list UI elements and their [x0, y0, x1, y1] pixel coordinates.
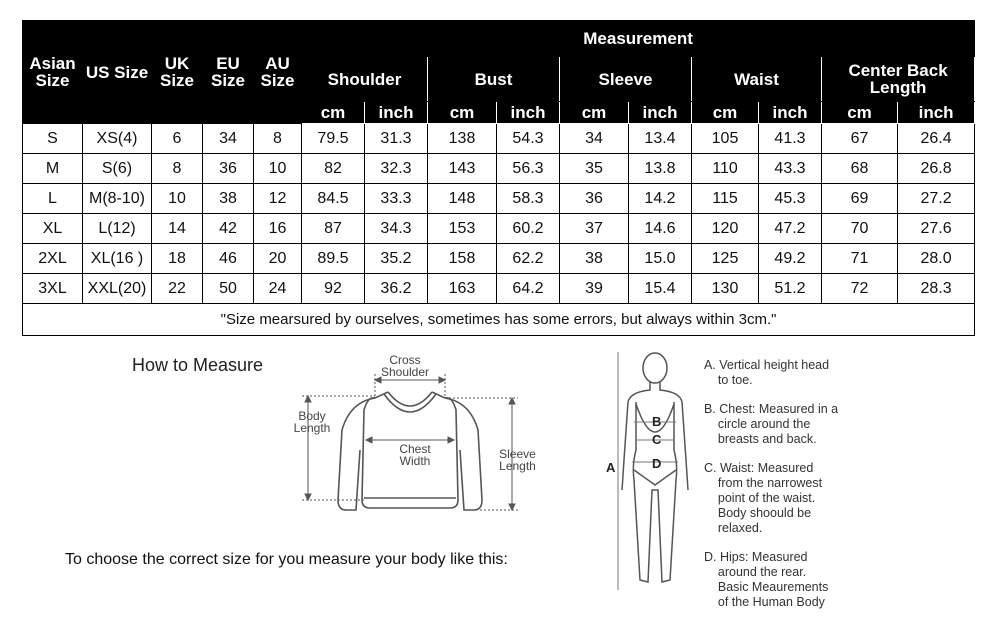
table-cell: 26.8: [898, 154, 975, 184]
table-cell: XL(16 ): [83, 244, 152, 274]
header-unit-cm: cm: [428, 102, 497, 124]
table-cell: 143: [428, 154, 497, 184]
table-cell: 15.4: [629, 274, 692, 304]
table-cell: 47.2: [759, 214, 822, 244]
table-cell: 84.5: [302, 184, 365, 214]
table-cell: 64.2: [497, 274, 560, 304]
header-unit-cm: cm: [560, 102, 629, 124]
table-cell: 28.0: [898, 244, 975, 274]
table-row: [23, 184, 975, 214]
table-row: [23, 154, 975, 184]
table-cell: 125: [692, 244, 759, 274]
table-cell: 37: [560, 214, 629, 244]
sleeve-length-label: Sleeve Length: [499, 447, 536, 473]
table-cell: 41.3: [759, 124, 822, 154]
table-cell: 62.2: [497, 244, 560, 274]
table-cell: 2XL: [23, 244, 83, 274]
table-cell: 36.2: [365, 274, 428, 304]
table-cell: 38: [203, 184, 254, 214]
table-cell: 34.3: [365, 214, 428, 244]
table-cell: 49.2: [759, 244, 822, 274]
table-cell: 34: [560, 124, 629, 154]
header-sleeve: Sleeve: [560, 57, 692, 102]
table-cell: 8: [152, 154, 203, 184]
table-cell: 32.3: [365, 154, 428, 184]
table-cell: 45.3: [759, 184, 822, 214]
header-unit-inch: inch: [759, 102, 822, 124]
table-cell: 28.3: [898, 274, 975, 304]
table-cell: 13.4: [629, 124, 692, 154]
table-cell: M: [23, 154, 83, 184]
table-cell: 35: [560, 154, 629, 184]
table-cell: 43.3: [759, 154, 822, 184]
table-cell: 27.2: [898, 184, 975, 214]
table-cell: XL: [23, 214, 83, 244]
table-row: [23, 244, 975, 274]
table-cell: 18: [152, 244, 203, 274]
table-cell: 58.3: [497, 184, 560, 214]
header-center-back-length: Center Back Length: [822, 57, 975, 102]
table-cell: 148: [428, 184, 497, 214]
table-cell: 79.5: [302, 124, 365, 154]
table-cell: 158: [428, 244, 497, 274]
table-cell: 14.2: [629, 184, 692, 214]
header-asian-size: Asian Size: [23, 21, 83, 124]
legend-d: D. Hips: Measured around the rear. Basic Meaurements of the Human Body: [704, 550, 829, 609]
table-cell: L(12): [83, 214, 152, 244]
table-cell: 36: [560, 184, 629, 214]
table-cell: XXL(20): [83, 274, 152, 304]
table-cell: 14.6: [629, 214, 692, 244]
table-cell: XS(4): [83, 124, 152, 154]
header-unit-cm: cm: [302, 102, 365, 124]
table-cell: 60.2: [497, 214, 560, 244]
header-unit-inch: inch: [497, 102, 560, 124]
table-cell: 138: [428, 124, 497, 154]
size-note: "Size mearsured by ourselves, sometimes has some errors, but always within 3cm.": [23, 304, 975, 336]
header-unit-inch: inch: [365, 102, 428, 124]
choose-size-instruction: To choose the correct size for you measure your body like this:: [65, 551, 508, 568]
table-cell: 115: [692, 184, 759, 214]
table-cell: 20: [254, 244, 302, 274]
letter-b: B: [652, 414, 662, 429]
table-cell: 15.0: [629, 244, 692, 274]
table-cell: 163: [428, 274, 497, 304]
header-unit-inch: inch: [898, 102, 975, 124]
table-cell: 3XL: [23, 274, 83, 304]
table-cell: 72: [822, 274, 898, 304]
table-row: [23, 274, 975, 304]
body-length-label: Body Length: [293, 409, 331, 435]
table-cell: 39: [560, 274, 629, 304]
header-unit-cm: cm: [692, 102, 759, 124]
table-cell: 105: [692, 124, 759, 154]
table-cell: 92: [302, 274, 365, 304]
header-uk-size: UK Size: [152, 21, 203, 124]
header-us-size: US Size: [83, 21, 152, 124]
table-cell: 10: [152, 184, 203, 214]
letter-d: D: [652, 456, 662, 471]
header-measurement: Measurement: [302, 21, 975, 57]
header-au-size: AU Size: [254, 21, 302, 124]
table-cell: 10: [254, 154, 302, 184]
header-bust: Bust: [428, 57, 560, 102]
chest-width-label: Chest Width: [390, 443, 440, 467]
table-cell: 36: [203, 154, 254, 184]
table-cell: 6: [152, 124, 203, 154]
legend-c: C. Waist: Measured from the narrowest point of the waist. Body shoould be relaxed.: [704, 461, 823, 535]
table-cell: 12: [254, 184, 302, 214]
table-cell: 38: [560, 244, 629, 274]
table-cell: 54.3: [497, 124, 560, 154]
table-cell: 13.8: [629, 154, 692, 184]
table-cell: 68: [822, 154, 898, 184]
header-unit-inch: inch: [629, 102, 692, 124]
table-cell: M(8-10): [83, 184, 152, 214]
letter-a: A: [606, 460, 616, 475]
table-cell: 50: [203, 274, 254, 304]
table-cell: 69: [822, 184, 898, 214]
table-cell: 35.2: [365, 244, 428, 274]
table-cell: 22: [152, 274, 203, 304]
header-eu-size: EU Size: [203, 21, 254, 124]
table-cell: 110: [692, 154, 759, 184]
header-unit-cm: cm: [822, 102, 898, 124]
table-cell: 31.3: [365, 124, 428, 154]
table-cell: 71: [822, 244, 898, 274]
header-waist: Waist: [692, 57, 822, 102]
size-chart-table: [22, 20, 975, 336]
table-cell: 67: [822, 124, 898, 154]
table-cell: 14: [152, 214, 203, 244]
how-to-measure-title: How to Measure: [132, 355, 264, 375]
letter-c: C: [652, 432, 662, 447]
table-cell: 120: [692, 214, 759, 244]
table-cell: 56.3: [497, 154, 560, 184]
table-cell: 34: [203, 124, 254, 154]
table-row: [23, 214, 975, 244]
table-cell: S: [23, 124, 83, 154]
table-row: [23, 124, 975, 154]
table-cell: L: [23, 184, 83, 214]
table-cell: 51.2: [759, 274, 822, 304]
table-cell: 33.3: [365, 184, 428, 214]
legend-b: B. Chest: Measured in a circle around the breasts and back.: [704, 402, 839, 446]
table-cell: 24: [254, 274, 302, 304]
table-cell: 27.6: [898, 214, 975, 244]
table-cell: 89.5: [302, 244, 365, 274]
table-cell: 42: [203, 214, 254, 244]
table-cell: 82: [302, 154, 365, 184]
table-cell: 46: [203, 244, 254, 274]
body-figure-diagram: [600, 350, 700, 600]
table-cell: 8: [254, 124, 302, 154]
table-cell: S(6): [83, 154, 152, 184]
table-cell: 26.4: [898, 124, 975, 154]
header-shoulder: Shoulder: [302, 57, 428, 102]
table-cell: 16: [254, 214, 302, 244]
table-cell: 130: [692, 274, 759, 304]
table-cell: 70: [822, 214, 898, 244]
cross-shoulder-label: Cross Shoulder: [380, 353, 430, 379]
legend-a: A. Vertical height head to toe.: [704, 358, 830, 387]
table-cell: 153: [428, 214, 497, 244]
table-cell: 87: [302, 214, 365, 244]
